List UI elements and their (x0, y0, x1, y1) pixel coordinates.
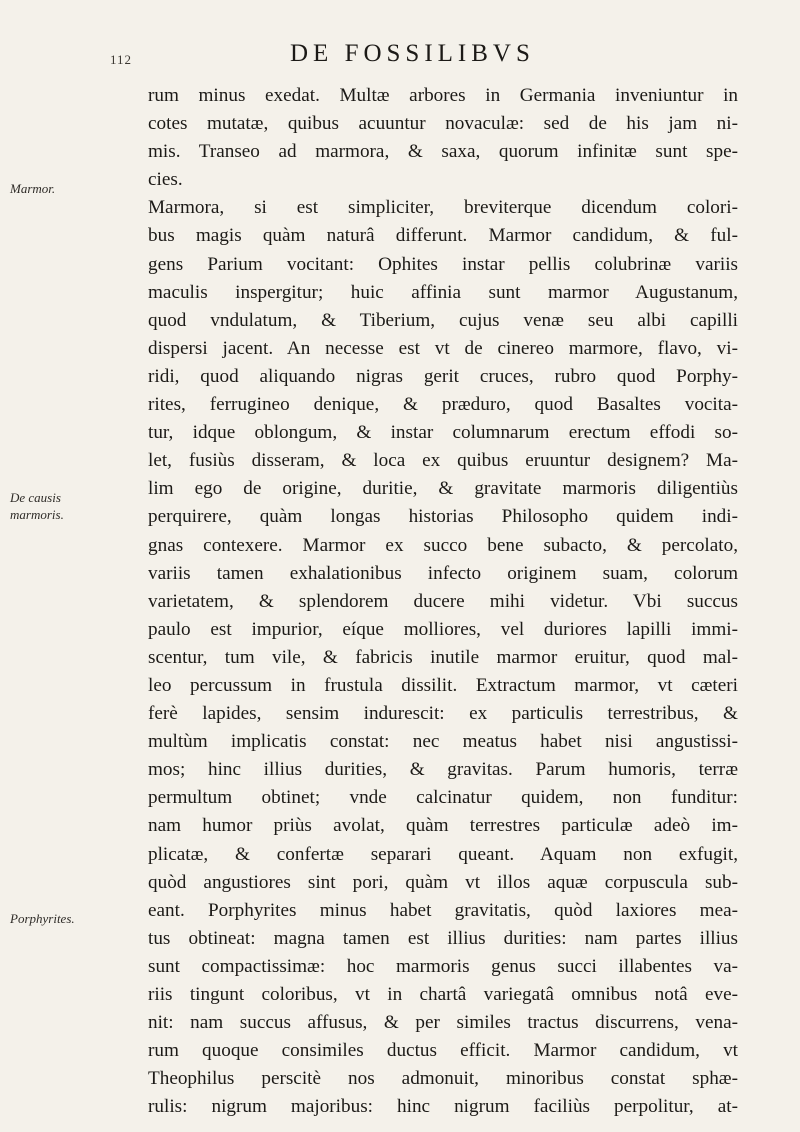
text-line: gnas contexere. Marmor ex succo bene subacto, & percolato, (148, 534, 738, 556)
text-line: mos; hinc illius durities, & gravitas. Parum humoris, terræ (148, 759, 738, 781)
marginal-note-marmor: Marmor. (10, 181, 56, 196)
text-line: cies. (148, 169, 183, 191)
text-line: nam humor priùs avolat, quàm terrestres particulæ adeò im- (148, 815, 738, 837)
text-line: gens Parium vocitant: Ophites instar pellis colubrinæ variis (148, 253, 738, 275)
text-line: rites, ferrugineo denique, & præduro, quod Basaltes vocita- (148, 394, 738, 416)
body-text (148, 82, 738, 1121)
text-line: permultum obtinet; vnde calcinatur quidem, non funditur: (148, 787, 738, 809)
text-line: rum minus exedat. Multæ arbores in Germania inveniuntur in (148, 85, 738, 106)
text-line: let, fusiùs disseram, & loca ex quibus eruuntur designem? Ma- (148, 450, 738, 472)
text-line: multùm implicatis constat: nec meatus habet nisi angustissi- (148, 731, 738, 753)
running-head: DE FOSSILIBVS (290, 40, 535, 67)
text-line: maculis inspergitur; huic affinia sunt marmor Augustanum, (148, 281, 738, 303)
text-line: scentur, tum vile, & fabricis inutile marmor eruitur, quod mal- (148, 646, 738, 668)
text-line: plicatæ, & confertæ separari queant. Aquam non exfugit, (148, 843, 738, 865)
text-line: quòd angustiores sint pori, quàm vt illos aquæ corpuscula sub- (148, 871, 738, 893)
text-line: ridi, quod aliquando nigras gerit cruces, rubro quod Porphy- (148, 365, 738, 387)
text-line: sunt compactissimæ: hoc marmoris genus succi illabentes va- (148, 955, 738, 977)
marginal-note-de-causis: De causis (10, 490, 61, 505)
marginal-note-marmoris: marmoris. (10, 507, 64, 522)
text-line: mis. Transeo ad marmora, & saxa, quorum infinitæ sunt spe- (148, 141, 738, 163)
text-line: nit: nam succus affusus, & per similes tractus discurrens, vena- (148, 1012, 738, 1034)
text-line: paulo est impurior, eíque molliores, vel duriores lapilli immi- (148, 618, 738, 640)
text-line: tur, idque oblongum, & instar columnarum erectum effodi so- (148, 422, 738, 444)
text-line: variis tamen exhalationibus infecto originem suam, colorum (148, 562, 738, 584)
text-line: bus magis quàm naturâ differunt. Marmor candidum, & ful- (148, 225, 738, 247)
text-line: cotes mutatæ, quibus acuuntur novaculæ: sed de his jam ni- (148, 113, 738, 135)
text-line: lim ego de origine, duritie, & gravitate marmoris diligentiùs (148, 478, 738, 500)
text-line: Marmora, si est simpliciter, breviterque dicendum colori- (148, 197, 738, 219)
text-line: varietatem, & splendorem ducere mihi videtur. Vbi succus (148, 590, 738, 612)
text-line: dispersi jacent. An necesse est vt de cinereo marmore, flavo, vi- (148, 337, 738, 359)
text-line: quod vndulatum, & Tiberium, cujus venæ seu albi capilli (148, 309, 738, 331)
text-line: rulis: nigrum majoribus: hinc nigrum faciliùs perpolitur, at- (148, 1096, 738, 1118)
text-line: tus obtineat: magna tamen est illius durities: nam partes illius (148, 927, 738, 949)
text-line: Theophilus perscitè nos admonuit, minoribus constat sphæ- (148, 1068, 738, 1090)
text-line: leo percussum in frustula dissilit. Extractum marmor, vt cæteri (148, 674, 738, 696)
text-line: ferè lapides, sensim indurescit: ex particulis terrestribus, & (148, 703, 738, 725)
text-line: riis tingunt coloribus, vt in chartâ variegatâ omnibus notâ eve- (148, 984, 738, 1005)
marginal-note-porphyrites: Porphyrites. (10, 911, 75, 926)
page-number: 112 (110, 52, 133, 67)
text-line: perquirere, quàm longas historias Philosopho quidem indi- (148, 506, 738, 528)
text-line: eant. Porphyrites minus habet gravitatis, quòd laxiores mea- (148, 899, 738, 921)
text-line: rum quoque consimiles ductus efficit. Marmor candidum, vt (148, 1040, 738, 1062)
